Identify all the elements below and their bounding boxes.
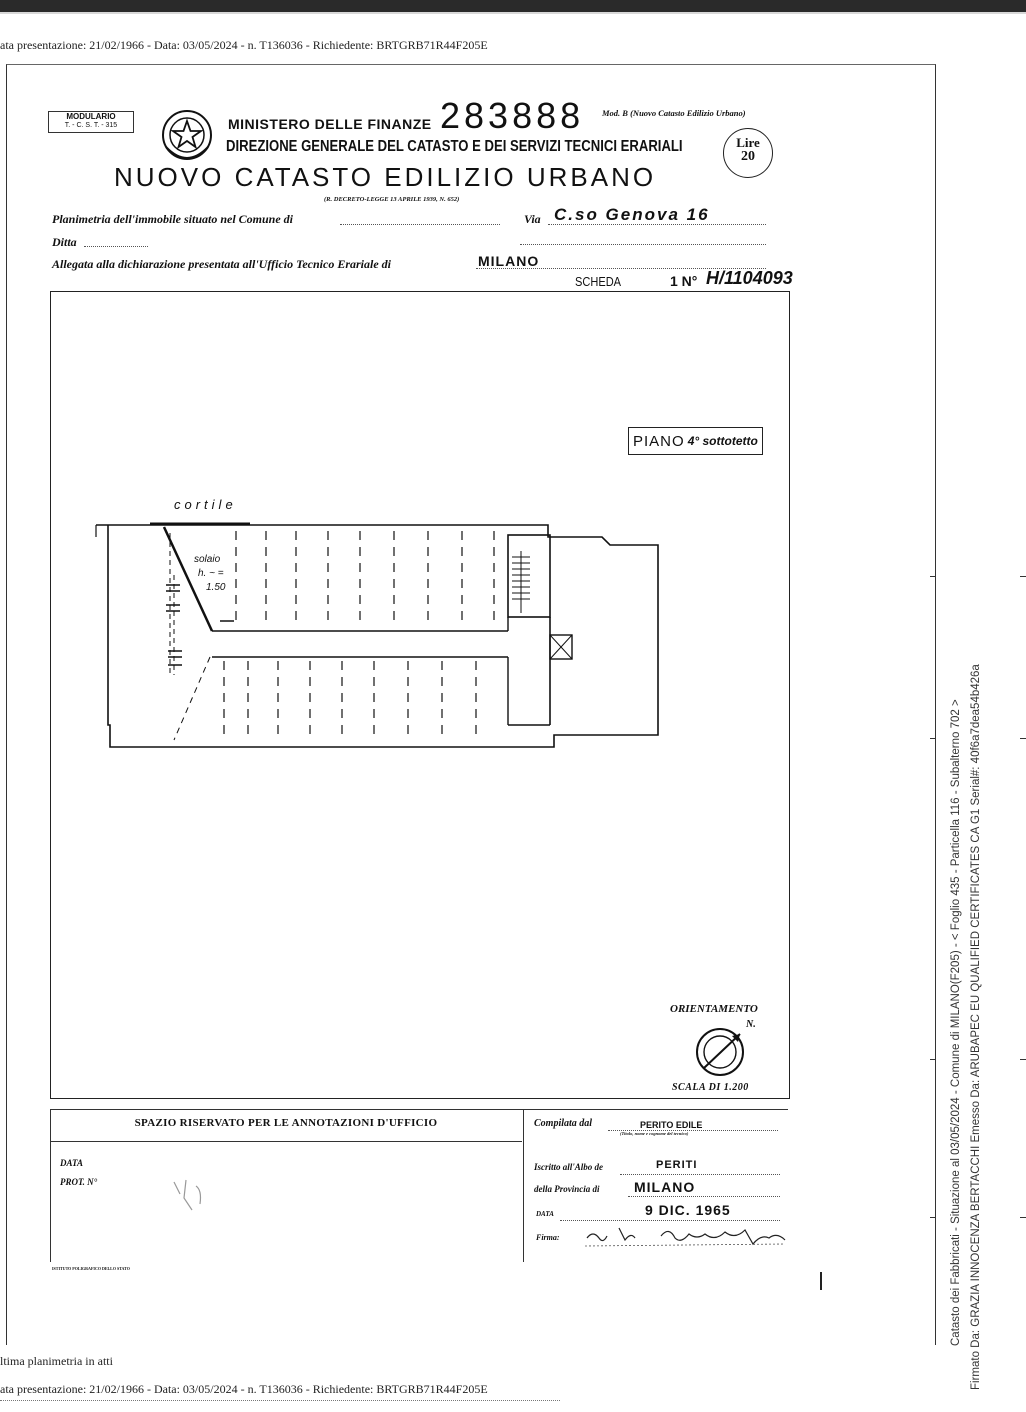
iscritto-label: Iscritto all'Albo de	[534, 1162, 604, 1172]
direzione-title: DIREZIONE GENERALE DEL CATASTO E DEI SERVIZI TECNICI ERARIALI	[226, 138, 683, 155]
margin-tick	[930, 1059, 936, 1060]
office-data-label: DATA	[60, 1158, 84, 1168]
via-value: C.so Genova 16	[554, 205, 710, 224]
allegata-value: MILANO	[478, 253, 540, 269]
margin-tick	[930, 738, 936, 739]
footer-metadata: ata presentazione: 21/02/1966 - Data: 03/05/2024 - n. T136036 - Richiedente: BRTGRB71R44F205E	[0, 1382, 488, 1396]
lire-value: 20	[741, 149, 755, 164]
data-field-line	[560, 1220, 780, 1221]
ditta-field-line	[84, 246, 148, 247]
document-title: NUOVO CATASTO EDILIZIO URBANO	[114, 162, 657, 192]
room-label-name: solaio	[194, 554, 221, 565]
iscritto-value: PERITI	[656, 1159, 698, 1171]
firma-label: Firma:	[536, 1233, 560, 1242]
document-number: 283888	[440, 95, 585, 136]
ditta-label: Ditta	[52, 235, 77, 249]
room-label-value: 1.50	[206, 582, 226, 593]
cortile-label: cortile	[174, 497, 237, 512]
scheda-value: H/1104093	[706, 268, 793, 288]
margin-mark	[820, 1272, 822, 1290]
office-box-divider	[50, 1141, 522, 1142]
compilata-value: PERITO EDILE	[640, 1120, 703, 1130]
header-metadata: ata presentazione: 21/02/1966 - Data: 03/05/2024 - n. T136036 - Richiedente: BRTGRB71R44F205E	[0, 38, 488, 52]
top-divider	[0, 12, 1026, 14]
compilata-data-label: DATA	[536, 1210, 554, 1218]
catasto-side-text: Catasto dei Fabbricati - Situazione al 03/05/2024 - Comune di MILANO(F205) - < Foglio 435 - Particella 116 - Subalterno 702 >	[950, 699, 962, 1346]
via-label: Via	[524, 212, 541, 226]
modulario-code: T. - C. S. T. - 315	[64, 122, 118, 129]
margin-tick	[1020, 1217, 1026, 1218]
ditta-field-line-2	[520, 244, 766, 245]
compass-icon	[694, 1024, 748, 1078]
orientation-title: ORIENTAMENTO	[670, 1003, 758, 1015]
north-label: N.	[746, 1019, 756, 1030]
firmato-side-text: Firmato Da: GRAZIA INNOCENZA BERTACCHI Emesso Da: ARUBAPEC EU QUALIFIED CERTIFICATES CA G1 Serial#: 40f6a7dea54b426a	[970, 664, 982, 1390]
ministry-title: MINISTERO DELLE FINANZE	[228, 116, 432, 132]
scale-label: SCALA DI 1.200	[672, 1082, 749, 1093]
piano-label: PIANO	[633, 432, 685, 450]
margin-tick	[930, 576, 936, 577]
scheda-label: SCHEDA	[575, 274, 622, 289]
piano-box	[628, 427, 763, 455]
allegata-label: Allegata alla dichiarazione presentata all'Ufficio Tecnico Erariale di	[52, 257, 391, 271]
iscritto-field-line	[620, 1174, 780, 1175]
margin-tick	[1020, 738, 1026, 739]
margin-tick	[930, 1217, 936, 1218]
mod-label: Mod. B (Nuovo Catasto Edilizio Urbano)	[602, 108, 746, 118]
office-reserved-title: SPAZIO RISERVATO PER LE ANNOTAZIONI D'UFFICIO	[134, 1117, 438, 1129]
footer-cut-line	[0, 1400, 560, 1407]
room-label-height: h. ~ =	[198, 568, 224, 579]
floor-plan-drawing	[90, 515, 670, 755]
provincia-field-line	[628, 1196, 780, 1197]
republic-emblem-icon	[160, 107, 214, 165]
printer-label: ISTITUTO POLIGRAFICO DELLO STATO	[52, 1266, 130, 1271]
window-top-bar	[0, 0, 1026, 12]
lire-stamp	[723, 128, 773, 178]
office-prot-label: PROT. N°	[60, 1177, 98, 1187]
modulario-label: MODULARIO	[66, 112, 116, 121]
compilata-data-value: 9 DIC. 1965	[645, 1202, 731, 1218]
office-scribble-icon	[166, 1176, 216, 1216]
piano-value: 4° sottotetto	[687, 434, 758, 448]
via-field-line	[548, 224, 766, 225]
office-annotations-box	[50, 1109, 524, 1262]
margin-tick	[1020, 576, 1026, 577]
decree-line: (R. DECRETO-LEGGE 13 APRILE 1939, N. 652)	[324, 196, 460, 203]
provincia-value: MILANO	[634, 1179, 696, 1195]
signature-icon	[585, 1222, 790, 1250]
compilata-label: Compilata dal	[534, 1118, 593, 1129]
comune-field-line	[340, 224, 500, 225]
provincia-label: della Provincia di	[534, 1184, 600, 1194]
modulario-stamp	[48, 111, 134, 133]
margin-tick	[1020, 1059, 1026, 1060]
room-label	[194, 553, 225, 595]
scheda-number-label: 1 N°	[670, 273, 698, 289]
footer-ultima: ltima planimetria in atti	[0, 1354, 113, 1368]
lire-label: Lire	[736, 135, 760, 150]
compilata-note: (Titolo, nome e cognome del tecnico)	[620, 1131, 689, 1136]
planimetria-label: Planimetria dell'immobile situato nel Comune di	[52, 212, 294, 226]
